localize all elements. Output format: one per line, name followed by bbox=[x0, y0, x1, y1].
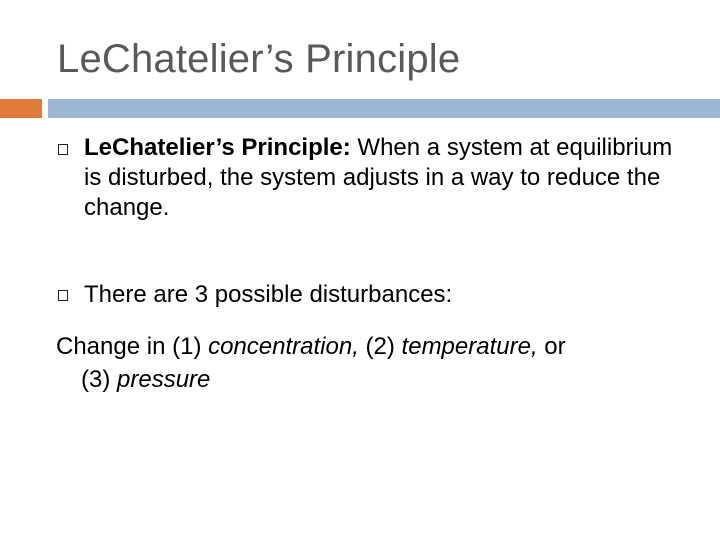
disturbance-temperature: temperature, bbox=[401, 333, 538, 360]
title-accent-bar bbox=[0, 99, 42, 118]
definition-term: LeChatelier’s Principle: bbox=[84, 134, 351, 161]
disturbance-line-2 bbox=[56, 363, 686, 396]
disturbance-pressure: pressure bbox=[117, 366, 211, 393]
slide-title: LeChatelier’s Principle bbox=[57, 37, 461, 81]
title-divider-bar bbox=[48, 99, 720, 118]
disturbance-concentration: concentration, bbox=[208, 333, 359, 360]
disturbance-sep-2: (2) bbox=[358, 333, 402, 360]
disturbances-intro: There are 3 possible disturbances: bbox=[84, 281, 453, 308]
definition-paragraph bbox=[84, 133, 680, 223]
disturbance-sep-1: ) bbox=[193, 333, 209, 360]
hollow-square-bullet-icon bbox=[58, 144, 68, 155]
disturbance-prefix-3: (3) bbox=[81, 366, 117, 393]
definition-text: When a system at equilibrium is disturbed, the system adjusts in a way to reduce the change. bbox=[84, 134, 673, 221]
hollow-square-bullet-icon bbox=[58, 290, 68, 301]
disturbance-prefix: Change in (1 bbox=[56, 333, 194, 360]
disturbance-sep-3: or bbox=[537, 333, 566, 360]
disturbances-list-paragraph bbox=[56, 330, 686, 396]
